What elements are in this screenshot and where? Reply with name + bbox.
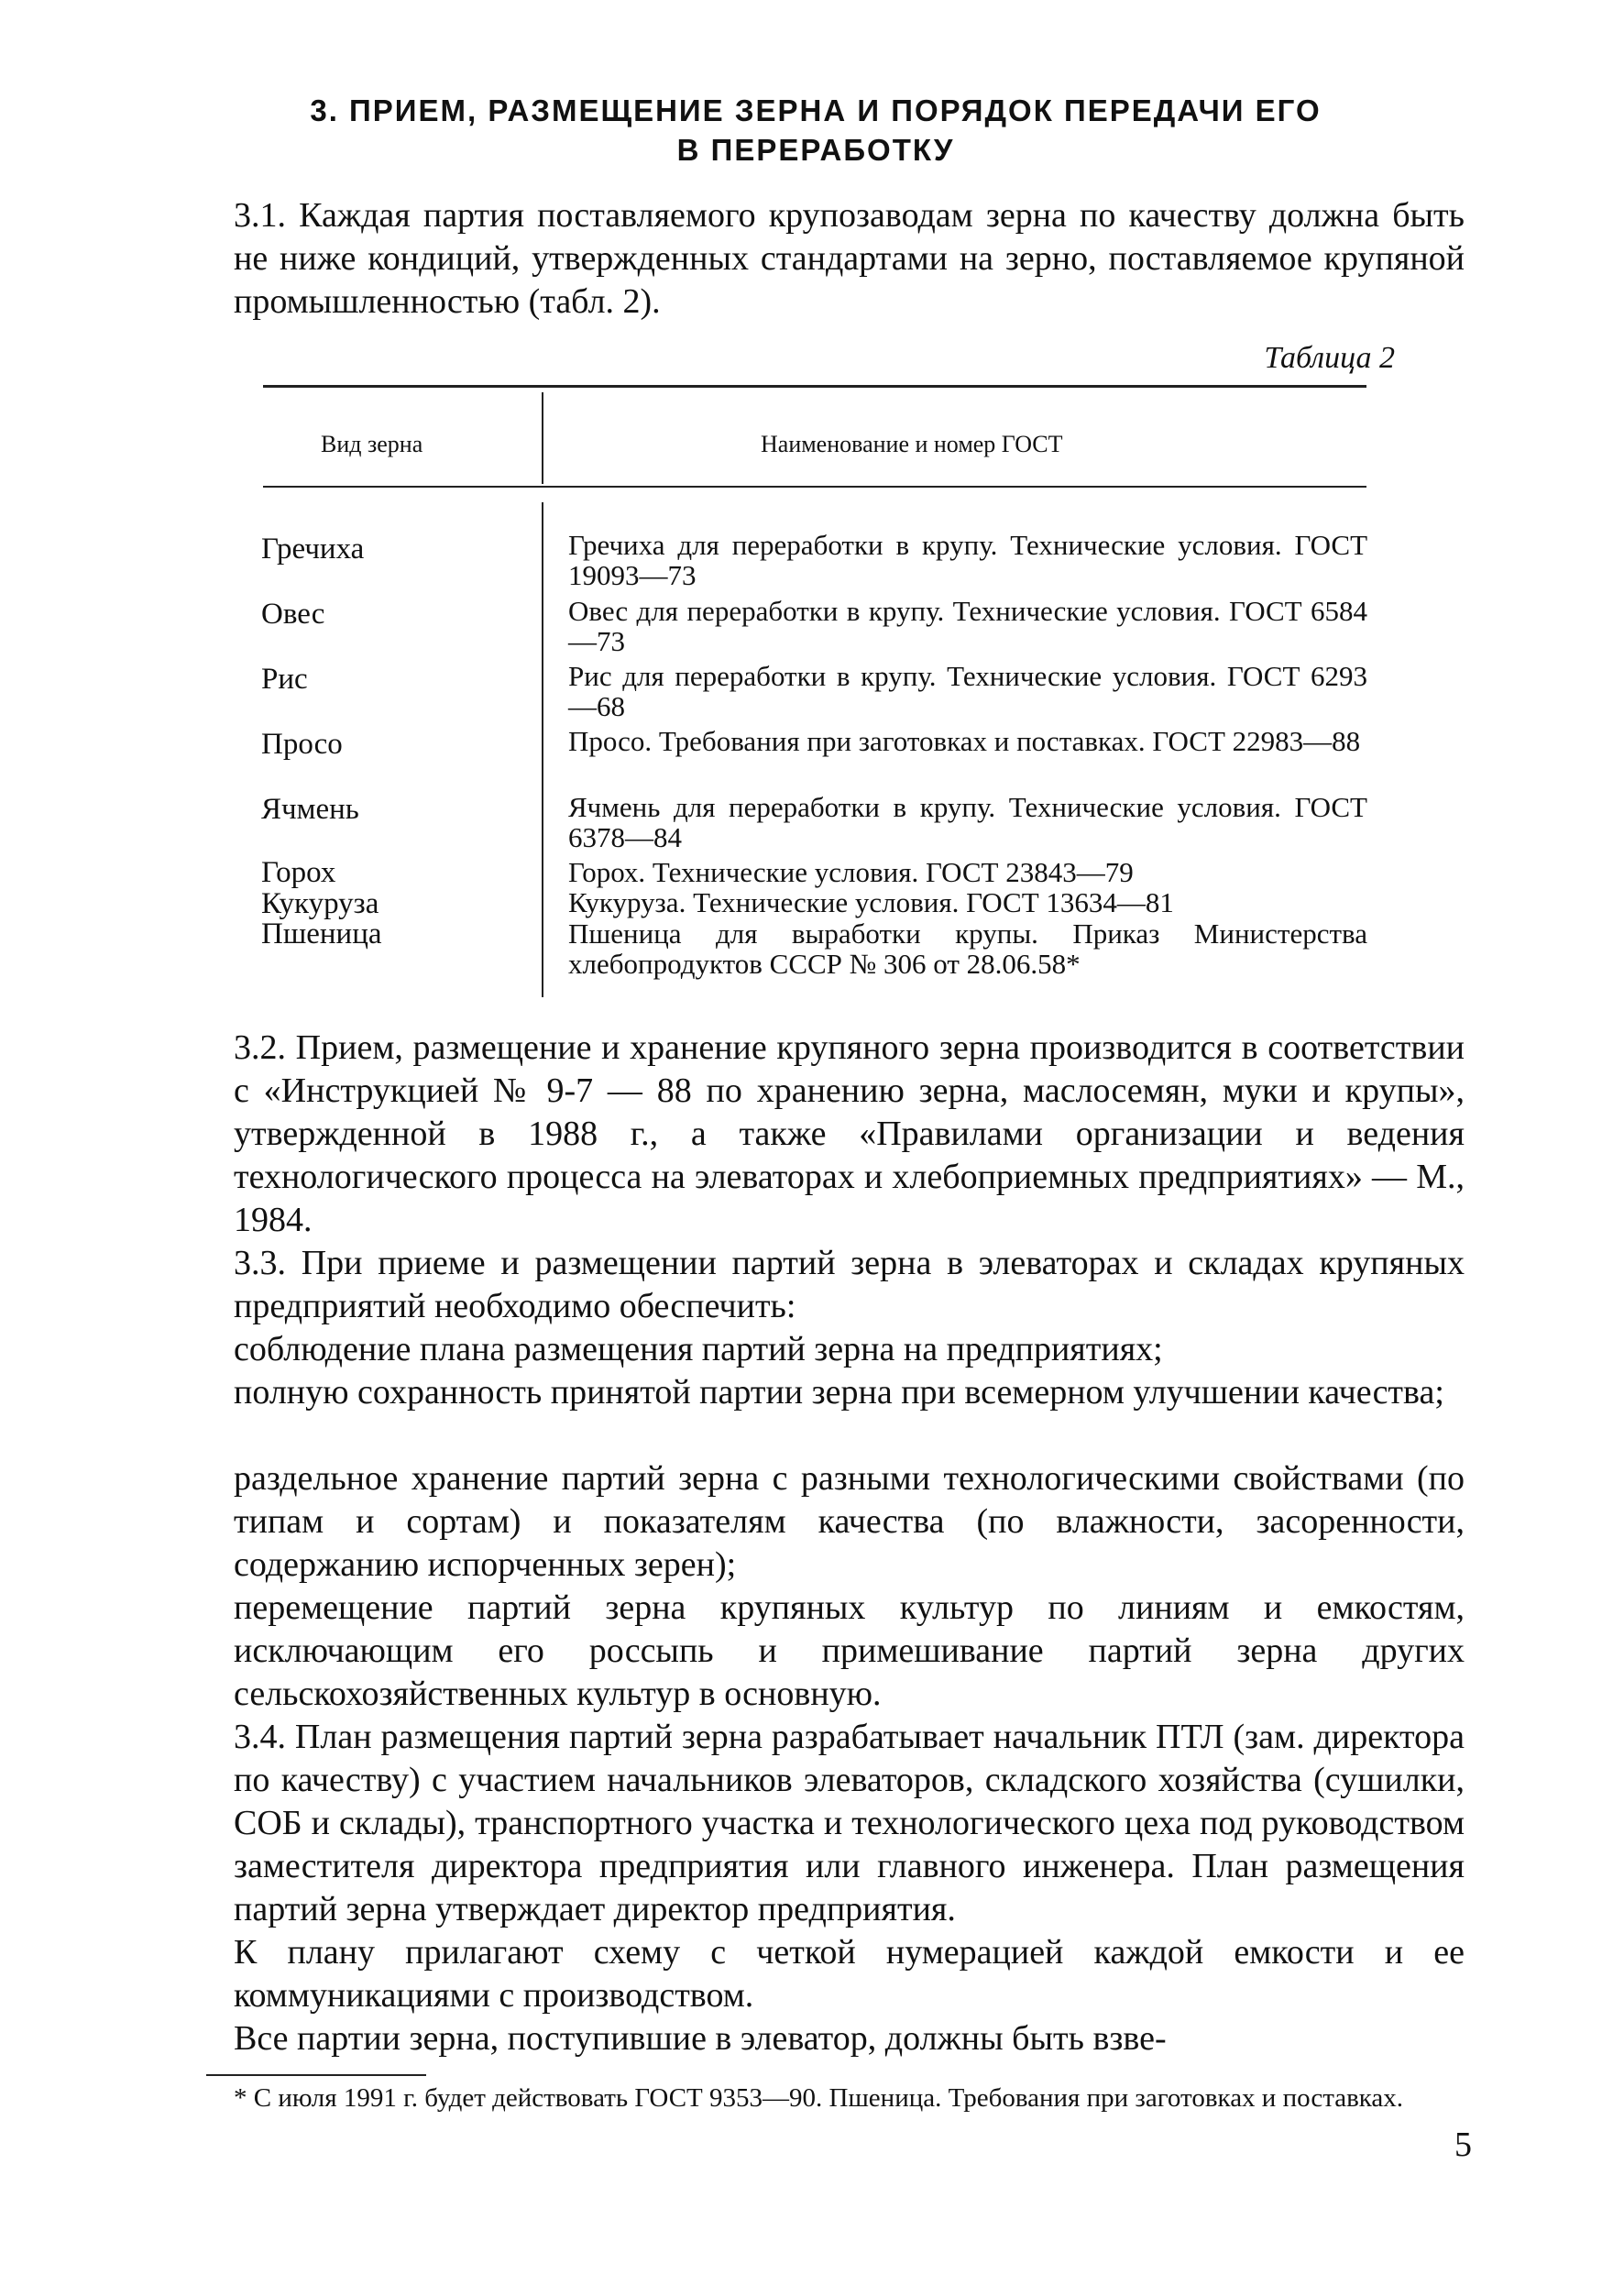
table-row-kind: Горох xyxy=(261,856,336,889)
table-row-kind: Гречиха xyxy=(261,533,365,566)
table-row-kind: Пшеница xyxy=(261,917,382,950)
paragraph-3-2: 3.2. Прием, размещение и хранение крупяного зерна производится в соответствии с «Инструкцией № 9-7 — 88 по хранению зерна, маслосемян, муки и крупы», утвержденной в 1988 г., а также «Правилами организации и ведения технологического процесса на элеваторах и хлебоприемных предприятиях» — М., 1984. xyxy=(234,1028,1465,1239)
footnote-rule xyxy=(206,2074,426,2076)
table-caption: Таблица 2 xyxy=(1264,341,1395,375)
table-header-gost: Наименование и номер ГОСТ xyxy=(761,431,1063,457)
table-top-rule xyxy=(263,385,1366,388)
page-number: 5 xyxy=(1454,2126,1472,2164)
section-heading-line-1: 3. ПРИЕМ, РАЗМЕЩЕНИЕ ЗЕРНА И ПОРЯДОК ПЕРЕДАЧИ ЕГО xyxy=(310,93,1322,127)
section-heading-line-2: В ПЕРЕРАБОТКУ xyxy=(676,133,955,167)
paragraph-3-4: 3.4. План размещения партий зерна разрабатывает начальник ПТЛ (зам. директора по качеству) с участием начальников элеваторов, складского хозяйства (сушилки, СОБ и склады), транспортного участка и технологического цеха под руководством заместителя директора предприятия или главного инженера. План размещения партий зерна утверждает директор предприятия. xyxy=(234,1718,1465,1928)
table-row-kind: Ячмень xyxy=(261,793,359,826)
table-row-kind: Кукуруза xyxy=(261,887,379,920)
list-item-separate-storage: раздельное хранение партий зерна с разными технологическими свойствами (по типам и сортам) и показателям качества (по влажности, засоренности, содержанию испорченных зерен); xyxy=(234,1459,1465,1584)
table-body-divider xyxy=(542,502,543,997)
paragraph-scheme: К плану прилагают схему с четкой нумерацией каждой емкости и ее коммуникациями с производством. xyxy=(234,1933,1465,2015)
table-row-gost: Горох. Технические условия. ГОСТ 23843—79 xyxy=(568,856,1134,888)
table-header-kind: Вид зерна xyxy=(321,431,423,457)
table-row-kind: Просо xyxy=(261,728,343,761)
table-row-gost: Кукуруза. Технические условия. ГОСТ 13634—81 xyxy=(568,886,1174,918)
table-row-gost: Ячмень для переработки в крупу. Технические условия. ГОСТ 6378—84 xyxy=(568,791,1367,853)
list-item-movement: перемещение партий зерна крупяных культур по линиям и емкостям, исключающим его россыпь и примешивание партий зерна других сельскохозяйственных культур в основную. xyxy=(234,1588,1465,1713)
table-row-gost: Овес для переработки в крупу. Технические условия. ГОСТ 6584—73 xyxy=(568,595,1367,657)
paragraph-3-1: 3.1. Каждая партия поставляемого крупозаводам зерна по качеству должна быть не ниже кондиций, утвержденных стандартами на зерно, поставляемое крупяной промышленностью (табл. 2). xyxy=(234,196,1465,321)
footnote: * С июля 1991 г. будет действовать ГОСТ 9353—90. Пшеница. Требования при заготовках и поставках. xyxy=(234,2083,1404,2113)
table-row-kind: Рис xyxy=(261,663,308,696)
table-row-gost: Гречиха для переработки в крупу. Технические условия. ГОСТ 19093—73 xyxy=(568,529,1367,591)
table-row-kind: Овес xyxy=(261,598,325,631)
table-header-divider xyxy=(542,392,543,484)
table-row-gost: Рис для переработки в крупу. Технические условия. ГОСТ 6293—68 xyxy=(568,660,1367,722)
paragraph-3-3: 3.3. При приеме и размещении партий зерна в элеваторах и складах крупяных предприятий необходимо обеспечить: xyxy=(234,1244,1465,1325)
list-item-plan: соблюдение плана размещения партий зерна на предприятиях; xyxy=(234,1330,1163,1368)
list-item-safety: полную сохранность принятой партии зерна при всемерном улучшении качества; xyxy=(234,1373,1444,1412)
table-row-gost: Просо. Требования при заготовках и поставках. ГОСТ 22983—88 xyxy=(568,725,1361,757)
paragraph-weighing: Все партии зерна, поступившие в элеватор, должны быть взве- xyxy=(234,2019,1167,2058)
table-header-rule xyxy=(263,486,1366,488)
table-row-gost: Пшеница для выработки крупы. Приказ Министерства хлебопродуктов СССР № 306 от 28.06.58* xyxy=(568,917,1367,980)
